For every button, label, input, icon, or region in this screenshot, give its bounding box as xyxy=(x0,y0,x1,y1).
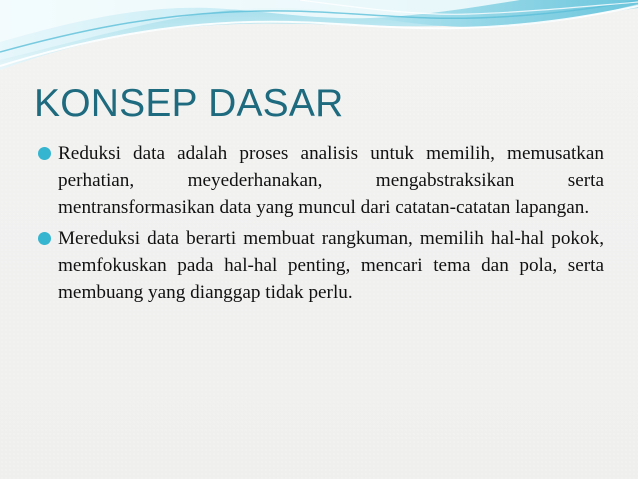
bullet-text: Reduksi data adalah proses analisis untuk memilih, memusatkan perhatian, meyederhanakan, mengabstraksikan serta mentransformasikan data yang muncul dari catatan-catatan lapangan. xyxy=(58,143,604,218)
slide-title: KONSEP DASAR xyxy=(34,82,344,125)
header-wave-decoration xyxy=(0,0,638,80)
bullet-text: Mereduksi data berarti membuat rangkuman, memilih hal-hal pokok, memfokuskan pada hal-hal penting, mencari tema dan pola, serta membuang yang dianggap tidak perlu. xyxy=(58,228,604,303)
bullet-item xyxy=(38,140,604,221)
bullet-item xyxy=(38,225,604,306)
bullet-dot-icon xyxy=(38,147,51,160)
bullet-list xyxy=(38,140,604,310)
bullet-dot-icon xyxy=(38,232,51,245)
